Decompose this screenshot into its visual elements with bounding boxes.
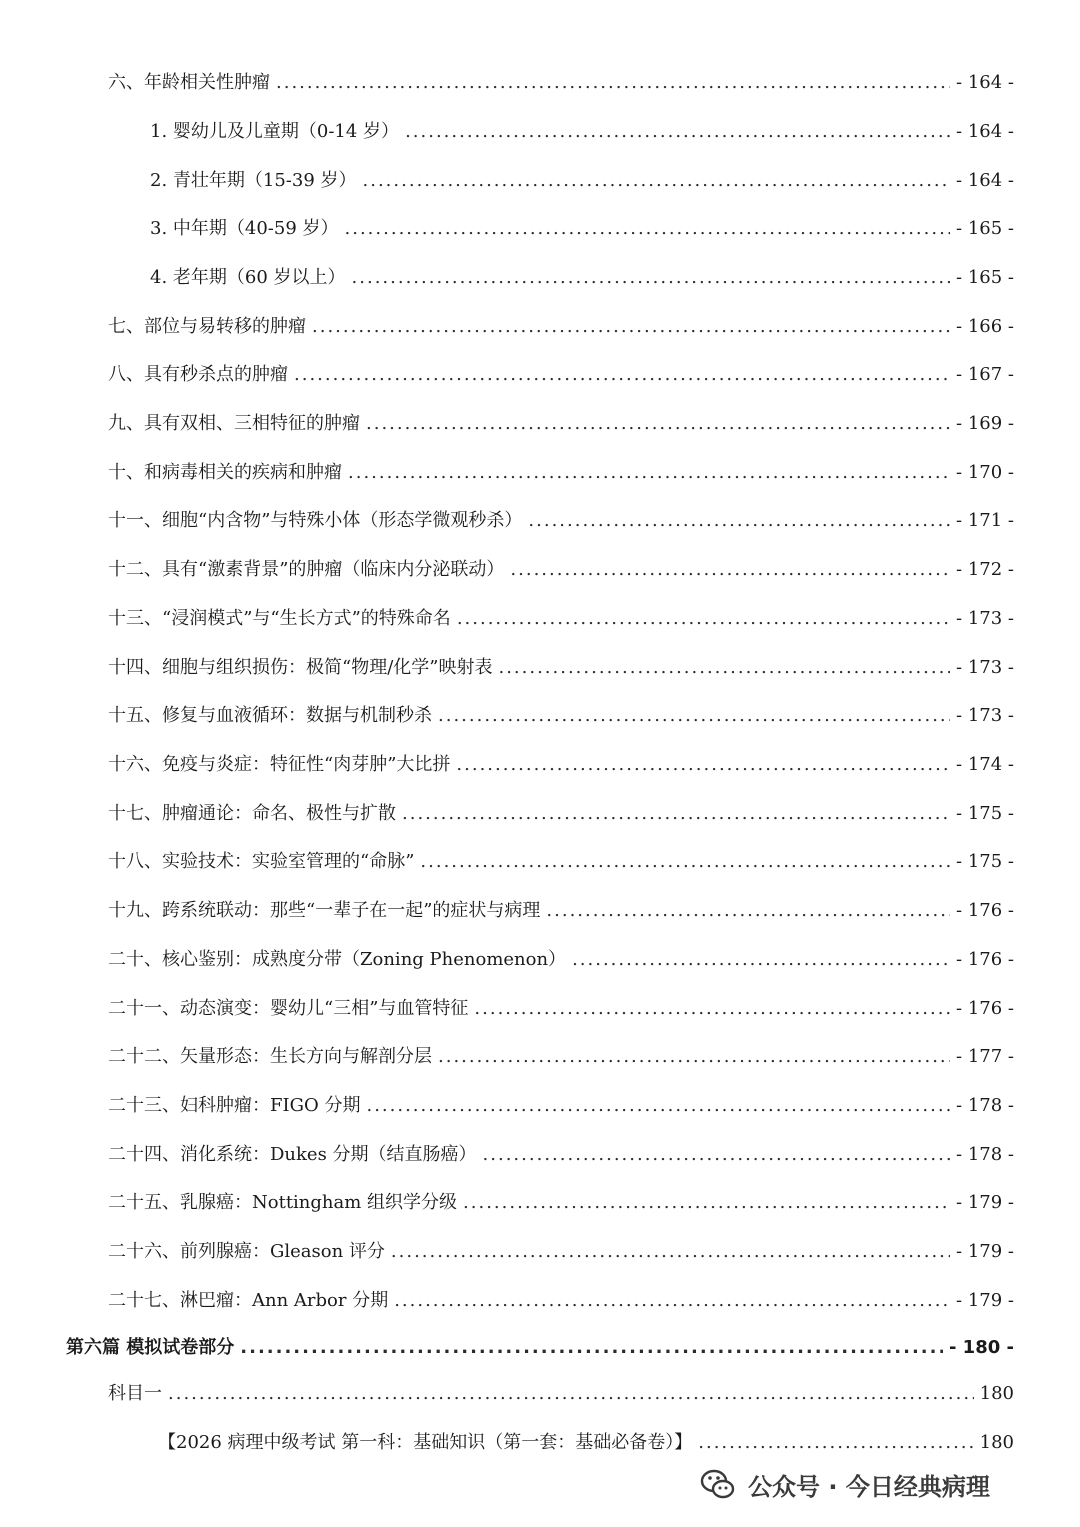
toc-entry-page: - 176 -	[956, 900, 1014, 921]
toc-entry-title: 十、和病毒相关的疾病和肿瘤	[108, 462, 342, 483]
dot-leader	[438, 1042, 950, 1072]
toc-chapter[interactable]	[0, 1333, 1080, 1363]
dot-leader	[352, 263, 951, 293]
dot-leader	[474, 994, 950, 1024]
toc-entry-title: 十五、修复与血液循环：数据与机制秒杀	[108, 705, 432, 726]
toc-entry[interactable]	[0, 1237, 1080, 1267]
toc-entry-title: 十六、免疫与炎症：特征性“肉芽肿”大比拼	[108, 754, 451, 775]
toc-entry[interactable]	[0, 604, 1080, 634]
dot-leader	[345, 214, 951, 244]
dot-leader	[391, 1237, 950, 1267]
toc-entry-page: - 178 -	[956, 1144, 1014, 1165]
toc-entry[interactable]	[0, 312, 1080, 342]
toc-entry[interactable]	[0, 263, 1080, 293]
toc-entry[interactable]	[0, 458, 1080, 488]
toc-entry-page: - 173 -	[956, 608, 1014, 629]
toc-entry-page: - 164 -	[956, 121, 1014, 142]
wechat-icon	[698, 1464, 738, 1504]
toc-entry[interactable]	[0, 117, 1080, 147]
toc-entry-title: 二十七、淋巴瘤：Ann Arbor 分期	[108, 1290, 389, 1311]
toc-entry-title: 2. 青壮年期（15-39 岁）	[150, 170, 357, 191]
watermark-text: 公众号 · 今日经典病理	[748, 1472, 990, 1501]
toc-chapter-page: - 180 -	[948, 1337, 1014, 1358]
dot-leader	[546, 896, 950, 926]
toc-entry-title: 二十六、前列腺癌：Gleason 评分	[108, 1241, 385, 1262]
dot-leader	[402, 799, 950, 829]
toc-entry[interactable]	[0, 701, 1080, 731]
toc-entry[interactable]	[0, 409, 1080, 439]
toc-entry-title: 二十三、妇科肿瘤：FIGO 分期	[108, 1095, 361, 1116]
toc-entry-title: 七、部位与易转移的肿瘤	[108, 316, 306, 337]
toc-entry[interactable]	[0, 896, 1080, 926]
toc-entry-page: - 179 -	[956, 1192, 1014, 1213]
dot-leader	[510, 555, 950, 585]
toc-entry-page: - 164 -	[956, 170, 1014, 191]
toc-entry-title: 十二、具有“激素背景”的肿瘤（临床内分泌联动）	[108, 559, 505, 580]
toc-entry[interactable]	[0, 1042, 1080, 1072]
toc-entry-page: - 175 -	[956, 851, 1014, 872]
toc-entry-page: - 170 -	[956, 462, 1014, 483]
toc-entry-title: 六、年龄相关性肿瘤	[108, 72, 270, 93]
toc-entry-title: 4. 老年期（60 岁以上）	[150, 267, 346, 288]
dot-leader	[456, 750, 950, 780]
dot-leader	[572, 945, 950, 975]
toc-entry-title: 二十四、消化系统：Dukes 分期（结直肠癌）	[108, 1144, 477, 1165]
toc-subject[interactable]	[0, 1379, 1080, 1409]
dot-leader	[276, 68, 950, 98]
dot-leader	[348, 458, 950, 488]
toc-entry[interactable]	[0, 506, 1080, 536]
toc-entry-page: - 173 -	[956, 705, 1014, 726]
dot-leader	[294, 360, 950, 390]
toc-entry-title: 十四、细胞与组织损伤：极简“物理/化学”映射表	[108, 657, 493, 678]
toc-entry[interactable]	[0, 653, 1080, 683]
dot-leader	[405, 117, 950, 147]
toc-exam-page: 180	[979, 1432, 1014, 1453]
toc-subject-page: 180	[979, 1383, 1014, 1404]
toc-entry-title: 二十二、矢量形态：生长方向与解剖分层	[108, 1046, 432, 1067]
toc-entry-page: - 167 -	[956, 364, 1014, 385]
toc-entry[interactable]	[0, 1140, 1080, 1170]
toc-entry-title: 3. 中年期（40-59 岁）	[150, 218, 339, 239]
toc-subject-title: 科目一	[108, 1383, 162, 1404]
dot-leader	[312, 312, 950, 342]
toc-entry-title: 十八、实验技术：实验室管理的“命脉”	[108, 851, 415, 872]
toc-entry-page: - 179 -	[956, 1290, 1014, 1311]
toc-entry[interactable]	[0, 847, 1080, 877]
dot-leader	[366, 409, 950, 439]
dot-leader	[498, 653, 950, 683]
toc-entry-page: - 179 -	[956, 1241, 1014, 1262]
toc-entry-page: - 173 -	[956, 657, 1014, 678]
toc-entry[interactable]	[0, 945, 1080, 975]
dot-leader	[394, 1286, 950, 1316]
toc-entry-title: 十一、细胞“内含物”与特殊小体（形态学微观秒杀）	[108, 510, 523, 531]
toc-entry-page: - 165 -	[956, 267, 1014, 288]
toc-entry[interactable]	[0, 1091, 1080, 1121]
dot-leader	[240, 1333, 943, 1363]
toc-entry-page: - 175 -	[956, 803, 1014, 824]
toc-entry-title: 十三、“浸润模式”与“生长方式”的特殊命名	[108, 608, 451, 629]
toc-entry[interactable]	[0, 166, 1080, 196]
dot-leader	[463, 1188, 950, 1218]
toc-entry-title: 1. 婴幼儿及儿童期（0-14 岁）	[150, 121, 400, 142]
toc-entry-page: - 177 -	[956, 1046, 1014, 1067]
watermark	[698, 1462, 990, 1506]
toc-entry-page: - 176 -	[956, 949, 1014, 970]
toc-entry[interactable]	[0, 1286, 1080, 1316]
toc-entry-page: - 169 -	[956, 413, 1014, 434]
toc-exam-title: 【2026 病理中级考试 第一科：基础知识（第一套：基础必备卷）】	[158, 1432, 693, 1453]
toc-entry-page: - 166 -	[956, 316, 1014, 337]
dot-leader	[366, 1091, 950, 1121]
toc-exam[interactable]	[0, 1428, 1080, 1458]
dot-leader	[363, 166, 951, 196]
toc-entry-page: - 178 -	[956, 1095, 1014, 1116]
dot-leader	[698, 1428, 973, 1458]
toc-entry-page: - 174 -	[956, 754, 1014, 775]
toc-entry[interactable]	[0, 1188, 1080, 1218]
toc-entry[interactable]	[0, 68, 1080, 98]
dot-leader	[457, 604, 950, 634]
toc-entry-title: 十七、肿瘤通论：命名、极性与扩散	[108, 803, 396, 824]
dot-leader	[528, 506, 950, 536]
toc-entry-page: - 165 -	[956, 218, 1014, 239]
toc-entry-page: - 176 -	[956, 998, 1014, 1019]
dot-leader	[168, 1379, 974, 1409]
dot-leader	[420, 847, 950, 877]
dot-leader	[483, 1140, 950, 1170]
toc-entry-page: - 171 -	[956, 510, 1014, 531]
toc-entry-title: 二十、核心鉴别：成熟度分带（Zoning Phenomenon）	[108, 949, 567, 970]
toc-entry[interactable]	[0, 750, 1080, 780]
toc-entry-title: 九、具有双相、三相特征的肿瘤	[108, 413, 360, 434]
toc-entry-title: 二十五、乳腺癌：Nottingham 组织学分级	[108, 1192, 458, 1213]
toc-entry-page: - 172 -	[956, 559, 1014, 580]
toc-chapter-title: 第六篇 模拟试卷部分	[66, 1337, 235, 1358]
toc-entry[interactable]	[0, 555, 1080, 585]
toc-entry-page: - 164 -	[956, 72, 1014, 93]
toc-entry-title: 八、具有秒杀点的肿瘤	[108, 364, 288, 385]
toc-entry[interactable]	[0, 799, 1080, 829]
toc-entry[interactable]	[0, 994, 1080, 1024]
toc-entry-title: 十九、跨系统联动：那些“一辈子在一起”的症状与病理	[108, 900, 541, 921]
dot-leader	[438, 701, 950, 731]
toc-entry[interactable]	[0, 360, 1080, 390]
toc-entry-title: 二十一、动态演变：婴幼儿“三相”与血管特征	[108, 998, 469, 1019]
toc-entry[interactable]	[0, 214, 1080, 244]
